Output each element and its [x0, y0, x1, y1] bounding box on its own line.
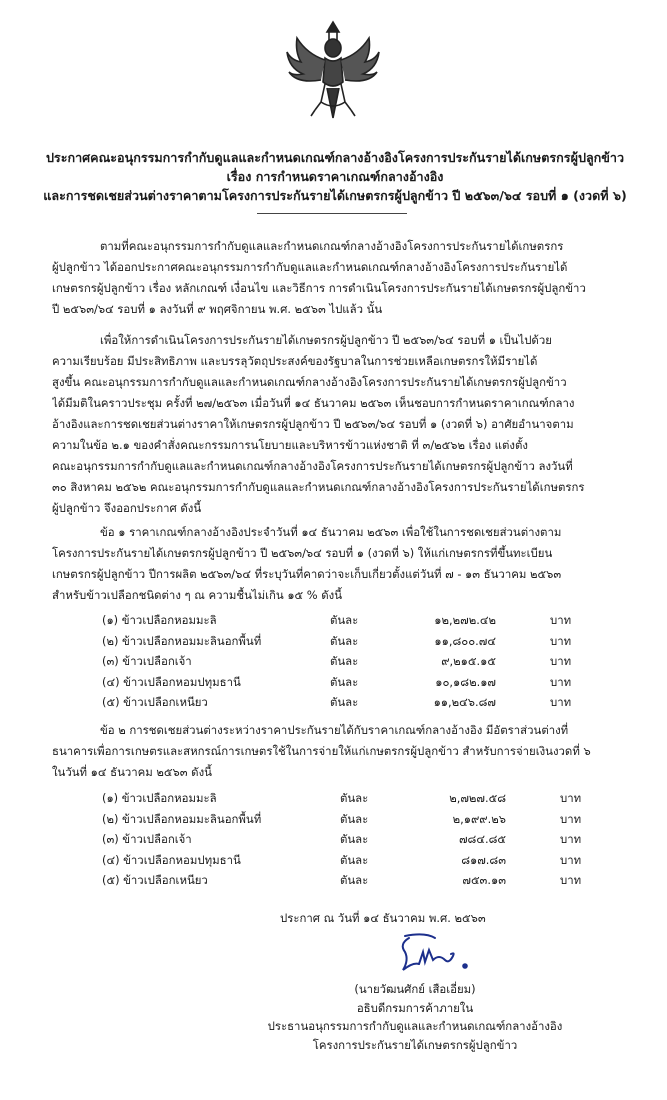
- currency-label: บาท: [560, 873, 582, 887]
- rice-type: (๔) ข้าวเปลือกหอมปทุมธานี: [102, 674, 241, 689]
- rice-type: (๕) ข้าวเปลือกเหนียว: [102, 695, 208, 709]
- title-divider: [257, 213, 407, 214]
- paragraph-line: ธนาคารเพื่อการเกษตรและสหกรณ์การเกษตรใช้ในการจ่ายให้แก่เกษตรกรผู้ปลูกข้าว สำหรับการจ่ายเงินงวดที่ ๖: [52, 744, 591, 758]
- signatory-position: ประธานอนุกรรมการกำกับดูแลและกำหนดเกณฑ์กลางอ้างอิง: [267, 1019, 563, 1033]
- paragraph-preamble: [52, 236, 650, 320]
- paragraph-line: เพื่อให้การดำเนินโครงการประกันรายได้เกษตรกรผู้ปลูกข้าว ปี ๒๕๖๓/๖๔ รอบที่ ๑ เป็นไปด้วย: [100, 333, 552, 347]
- paragraph-line: ตามที่คณะอนุกรรมการกำกับดูแลและกำหนดเกณฑ์กลางอ้างอิงโครงการประกันรายได้เกษตรกร: [100, 239, 564, 253]
- paragraph-line: เกษตรกรผู้ปลูกข้าว ปีการผลิต ๒๕๖๓/๖๔ ที่ระบุวันที่คาดว่าจะเก็บเกี่ยวตั้งแต่วันที่ ๗ - ๑๓ ธันวาคม ๒๕๖๓: [52, 567, 562, 581]
- rice-type: (๔) ข้าวเปลือกหอมปทุมธานี: [102, 852, 241, 867]
- paragraph-line: อ้างอิงและการชดเชยส่วนต่างราคาให้เกษตรกรผู้ปลูกข้าว ปี ๒๕๖๓/๖๔ รอบที่ ๑ (งวดที่ ๖) อาศัยอำนาจตาม: [52, 417, 574, 431]
- paragraph-clause-2: [52, 720, 650, 783]
- compensation-value: ๒,๗๒๗.๕๘: [449, 791, 506, 805]
- currency-label: บาท: [560, 791, 582, 805]
- rice-type: (๑) ข้าวเปลือกหอมมะลิ: [102, 791, 217, 805]
- announcement-date: ประกาศ ณ วันที่ ๑๔ ธันวาคม พ.ศ. ๒๕๖๓: [280, 911, 486, 925]
- unit-label: ตันละ: [330, 633, 359, 648]
- paragraph-line: ผู้ปลูกข้าว จึงออกประกาศ ดังนี้: [52, 501, 202, 515]
- rice-type: (๑) ข้าวเปลือกหอมมะลิ: [102, 613, 217, 627]
- currency-label: บาท: [560, 832, 582, 846]
- unit-label: ตันละ: [330, 695, 359, 709]
- unit-label: ตันละ: [340, 811, 369, 826]
- paragraph-line: ผู้ปลูกข้าว ได้ออกประกาศคณะอนุกรรมการกำกับดูแลและกำหนดเกณฑ์กลางอ้างอิงโครงการประกันรายได้: [52, 260, 568, 274]
- signatory-position: อธิบดีกรมการค้าภายใน: [356, 1000, 474, 1015]
- rice-type: (๕) ข้าวเปลือกเหนียว: [102, 873, 208, 887]
- price-value: ๑๑,๒๔๖.๘๗: [433, 695, 496, 709]
- signature-image: [395, 930, 485, 978]
- paragraph-line: ข้อ ๑ ราคาเกณฑ์กลางอ้างอิงประจำวันที่ ๑๔ ธันวาคม ๒๕๖๓ เพื่อใช้ในการชดเชยส่วนต่างตาม: [100, 525, 562, 539]
- rice-type: (๓) ข้าวเปลือกเจ้า: [102, 832, 192, 846]
- paragraph-line: ๓๐ สิงหาคม ๒๕๖๒ คณะอนุกรรมการกำกับดูแลและกำหนดเกณฑ์กลางอ้างอิงโครงการประกันรายได้เกษตรกร: [52, 480, 585, 494]
- price-value: ๑๒,๒๗๒.๔๒: [434, 613, 496, 627]
- title-line-2: เรื่อง การกำหนดราคาเกณฑ์กลางอ้างอิง: [226, 169, 444, 184]
- rice-type: (๒) ข้าวเปลือกหอมมะลินอกพื้นที่: [102, 633, 262, 648]
- currency-label: บาท: [550, 674, 572, 689]
- unit-label: ตันละ: [330, 654, 359, 668]
- document-title: [40, 148, 630, 205]
- title-line-3: และการชดเชยส่วนต่างราคาตามโครงการประกันรายได้เกษตรกรผู้ปลูกข้าว ปี ๒๕๖๓/๖๔ รอบที่ ๑ (งวดที่ ๖): [43, 188, 627, 203]
- paragraph-resolution: [52, 330, 650, 519]
- paragraph-line: สูงขึ้น คณะอนุกรรมการกำกับดูแลและกำหนดเกณฑ์กลางอ้างอิงโครงการประกันรายได้เกษตรกรผู้ปลูกข้าว: [52, 375, 567, 389]
- unit-label: ตันละ: [340, 832, 369, 846]
- paragraph-line: ได้มีมติในคราวประชุม ครั้งที่ ๒๗/๒๕๖๓ เมื่อวันที่ ๑๔ ธันวาคม ๒๕๖๓ เห็นชอบการกำหนดราคาเกณฑ์กลาง: [52, 396, 575, 410]
- paragraph-line: โครงการประกันรายได้เกษตรกรผู้ปลูกข้าว ปี ๒๕๖๓/๖๔ รอบที่ ๑ (งวดที่ ๖) ให้แก่เกษตรกรที่ขึ้นทะเบียน: [52, 546, 553, 560]
- unit-label: ตันละ: [330, 613, 359, 627]
- title-line-1: ประกาศคณะอนุกรรมการกำกับดูแลและกำหนดเกณฑ์กลางอ้างอิงโครงการประกันรายได้เกษตรกรผู้ปลูกข้าว: [45, 150, 625, 165]
- paragraph-line: สำหรับข้าวเปลือกชนิดต่าง ๆ ณ ความชื้นไม่เกิน ๑๕ % ดังนี้: [52, 588, 342, 602]
- rice-type: (๒) ข้าวเปลือกหอมมะลินอกพื้นที่: [102, 811, 262, 826]
- price-value: ๑๑,๘๐๐.๗๔: [434, 633, 496, 648]
- currency-label: บาท: [550, 633, 572, 648]
- paragraph-line: ปี ๒๕๖๓/๖๔ รอบที่ ๑ ลงวันที่ ๙ พฤศจิกายน พ.ศ. ๒๕๖๓ ไปแล้ว นั้น: [52, 302, 383, 316]
- paragraph-line: คณะอนุกรรมการกำกับดูแลและกำหนดเกณฑ์กลางอ้างอิงโครงการประกันรายได้เกษตรกรผู้ปลูกข้าว ลงวันที่: [52, 459, 573, 473]
- currency-label: บาท: [560, 852, 582, 867]
- signatory-position: โครงการประกันรายได้เกษตรกรผู้ปลูกข้าว: [312, 1037, 518, 1052]
- currency-label: บาท: [550, 613, 572, 627]
- paragraph-line: ข้อ ๒ การชดเชยส่วนต่างระหว่างราคาประกันรายได้กับราคาเกณฑ์กลางอ้างอิง มีอัตราส่วนต่างที่: [100, 723, 569, 737]
- price-value: ๑๐,๑๘๒.๑๗: [435, 674, 496, 689]
- paragraph-line: ในวันที่ ๑๔ ธันวาคม ๒๕๖๓ ดังนี้: [52, 765, 212, 779]
- garuda-emblem-icon: [285, 18, 381, 130]
- paragraph-line: ความเรียบร้อย มีประสิทธิภาพ และบรรลุวัตถุประสงค์ของรัฐบาลในการช่วยเหลือเกษตรกรให้มีรายได้: [52, 354, 538, 368]
- currency-label: บาท: [550, 654, 572, 668]
- compensation-value: ๘๑๗.๘๓: [461, 852, 506, 867]
- unit-label: ตันละ: [340, 852, 369, 867]
- paragraph-line: ความในข้อ ๒.๑ ของคำสั่งคณะกรรมการนโยบายและบริหารข้าวแห่งชาติ ที่ ๓/๒๕๖๒ เรื่อง แต่งตั้ง: [52, 438, 528, 452]
- unit-label: ตันละ: [340, 791, 369, 805]
- compensation-value: ๒,๑๙๙.๒๖: [452, 811, 506, 826]
- signatory-name: (นายวัฒนศักย์ เสือเอี่ยม): [354, 982, 476, 996]
- unit-label: ตันละ: [340, 873, 369, 887]
- signatory-block: [230, 980, 600, 1054]
- currency-label: บาท: [560, 811, 582, 826]
- compensation-value: ๗๘๔.๘๕: [458, 832, 506, 846]
- paragraph-clause-1: [52, 522, 650, 606]
- currency-label: บาท: [550, 695, 572, 709]
- unit-label: ตันละ: [330, 674, 359, 689]
- compensation-value: ๗๕๓.๑๓: [462, 873, 506, 887]
- rice-type: (๓) ข้าวเปลือกเจ้า: [102, 654, 192, 668]
- price-value: ๙,๒๑๕.๑๕: [441, 654, 496, 668]
- paragraph-line: เกษตรกรผู้ปลูกข้าว เรื่อง หลักเกณฑ์ เงื่อนไข และวิธีการ การดำเนินโครงการประกันรายได้เกษตรกรผู้ปลูกข้าว: [52, 281, 586, 295]
